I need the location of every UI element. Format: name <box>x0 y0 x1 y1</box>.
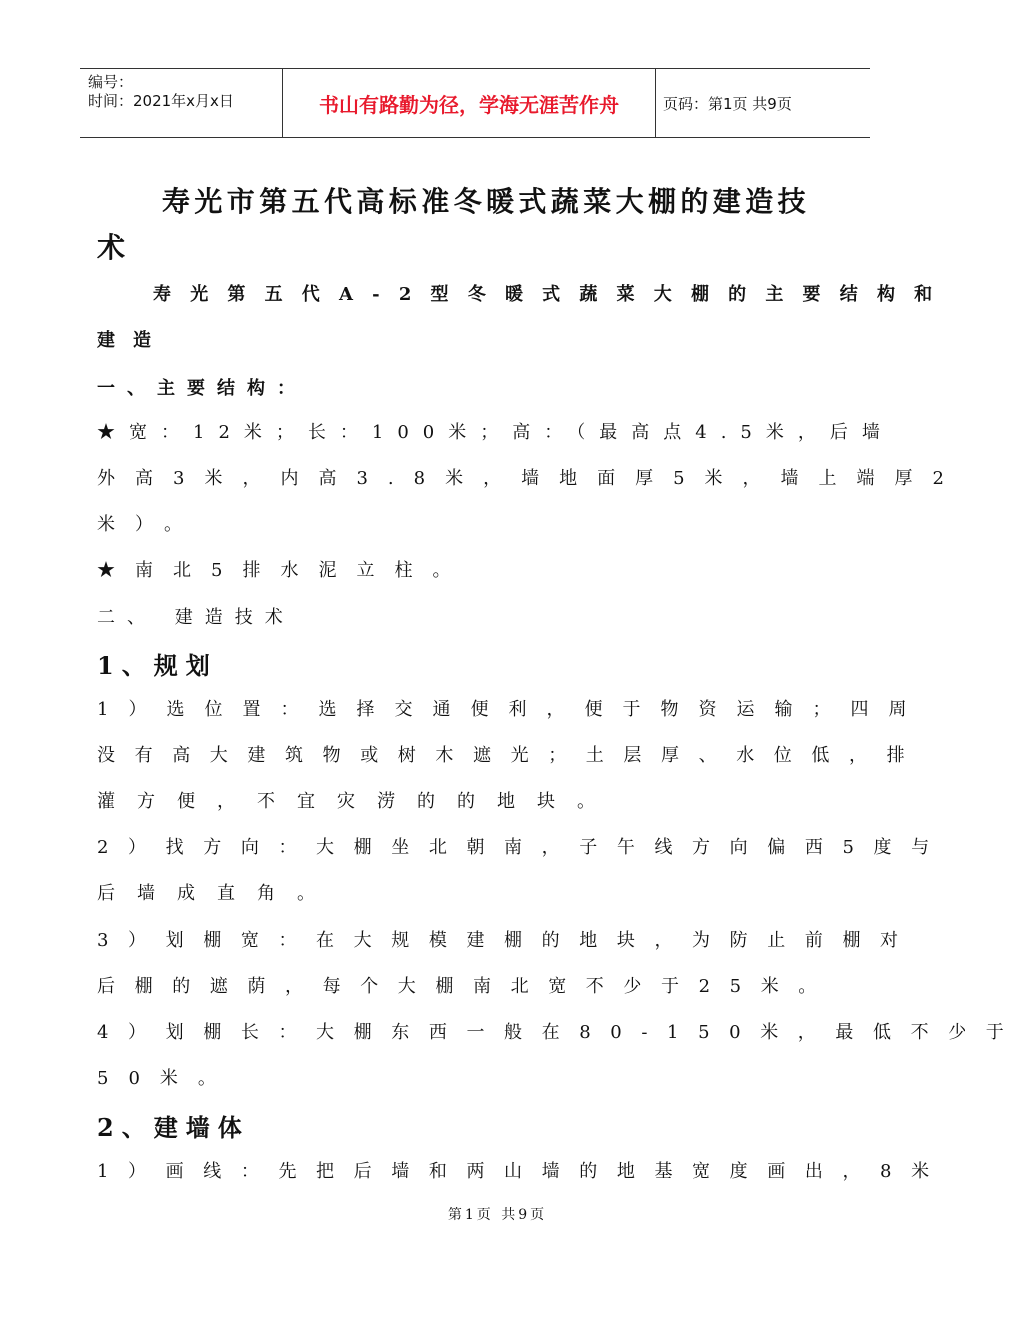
item-1-line-2: 没有高大建筑物或树木遮光；土层厚、水位低，排 <box>97 745 925 766</box>
header-motto: 书山有路勤为径，学海无涯苦作舟 <box>319 92 619 117</box>
page-header <box>80 68 870 138</box>
header-divider-right <box>655 69 656 137</box>
item-4-line-2: 50米。 <box>97 1068 236 1089</box>
document-title-line-1: 寿光市第五代高标准冬暖式蔬菜大棚的建造技 <box>162 185 811 218</box>
document-subtitle-line-2: 建造 <box>97 330 169 351</box>
paragraph-columns: ★南北5排水泥立柱。 <box>97 560 471 581</box>
document-number-label: 编号： <box>88 73 134 91</box>
paragraph-dimensions-line-1: ★宽：12米；长：100米；高：（最高点4.5米，后墙 <box>97 422 894 443</box>
section-heading-construction: 二、 建造技术 <box>97 607 295 628</box>
item-3-line-2: 后棚的遮荫，每个大棚南北宽不少于25米。 <box>97 976 836 997</box>
document-time-label: 时间：2021年x月x日 <box>88 92 234 110</box>
item-1-line-3: 灌方便，不宜灾涝的的地块。 <box>97 791 617 812</box>
item-1-line-1: 1）选位置：选择交通便利，便于物资运输；四周 <box>97 699 927 720</box>
wall-item-1-line-1: 1）画线：先把后墙和两山墙的地基宽度画出，8米 <box>97 1161 949 1182</box>
section-heading-main-structure: 一、主要结构： <box>97 378 307 399</box>
header-meta <box>88 73 283 111</box>
header-page-label: 页码：第1页 共9页 <box>663 95 792 113</box>
item-2-line-2: 后墙成直角。 <box>97 883 337 904</box>
document-title-line-2: 术 <box>97 231 126 264</box>
page-footer: 第1页 共9页 <box>447 1207 548 1223</box>
document-subtitle-line-1: 寿光第五代A-2型冬暖式蔬菜大棚的主要结构和 <box>153 284 952 305</box>
item-2-line-1: 2）找方向：大棚坐北朝南，子午线方向偏西5度与 <box>97 837 949 858</box>
item-4-line-1: 4）划棚长：大棚东西一般在80-150米，最低不少于 <box>97 1022 1023 1043</box>
subsection-heading-wall: 2、建墙体 <box>97 1113 250 1142</box>
paragraph-dimensions-line-2: 外高3米，内高3.8米，墙地面厚5米，墙上端厚2 <box>97 468 964 489</box>
item-3-line-1: 3）划棚宽：在大规模建棚的地块，为防止前棚对 <box>97 930 918 951</box>
subsection-heading-planning: 1、规划 <box>97 651 218 680</box>
paragraph-dimensions-line-3: 米）。 <box>97 514 202 535</box>
